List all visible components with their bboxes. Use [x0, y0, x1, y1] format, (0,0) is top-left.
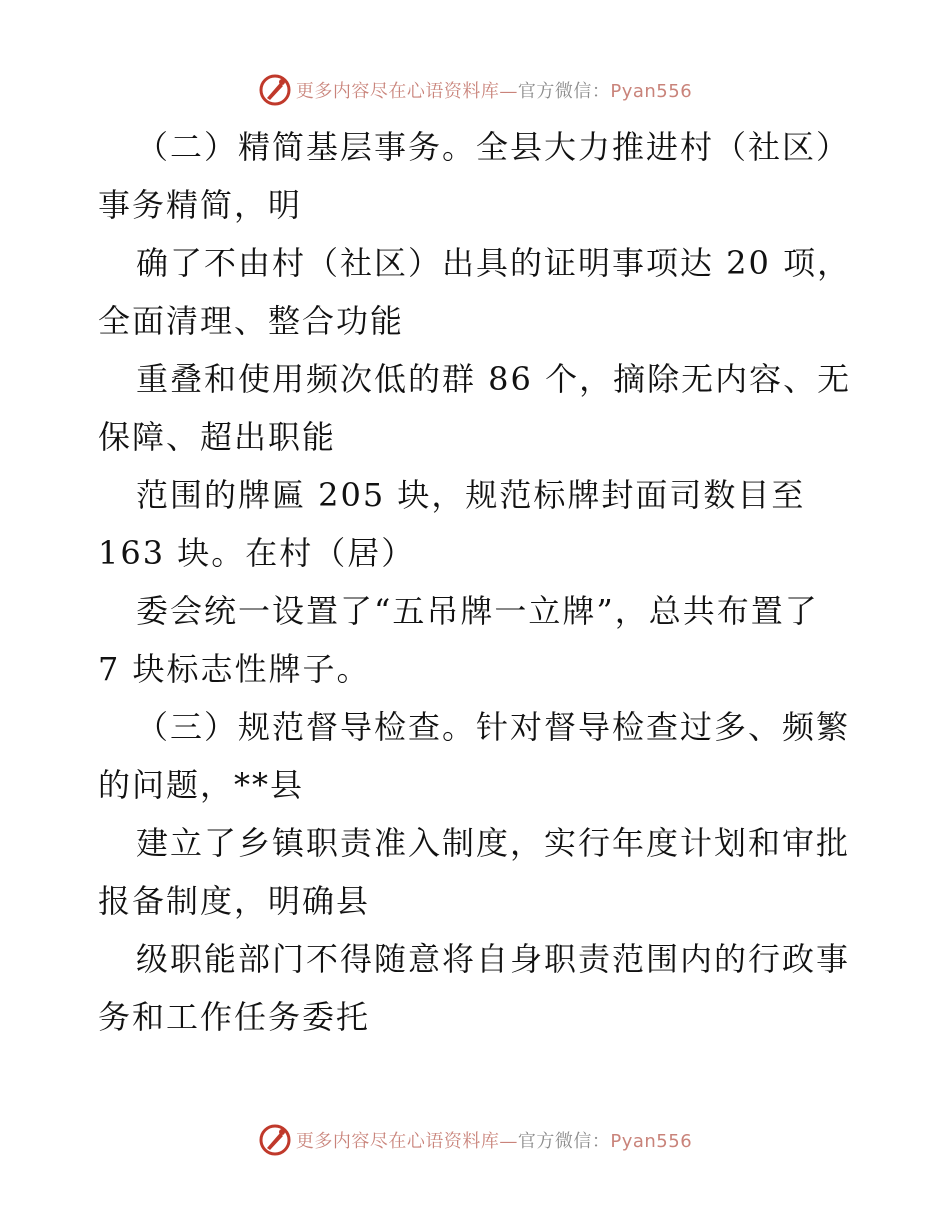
- text-line: 全面清理、整合功能: [98, 302, 405, 340]
- text-line: 7 块标志性牌子。: [98, 650, 371, 688]
- text-line: 的问题，**县: [98, 766, 305, 804]
- watermark-official: 官方微信：: [517, 1131, 611, 1152]
- watermark-dash: —: [499, 81, 518, 102]
- text-line: 务和工作任务委托: [98, 998, 371, 1036]
- text-line: （二）精简基层事务。全县大力推进村（社区）: [136, 128, 851, 166]
- watermark-id: Pyan556: [610, 1131, 693, 1152]
- text-line: 163 块。在村（居）: [98, 534, 416, 572]
- text-line: 范围的牌匾 205 块，规范标牌封面司数目至: [136, 476, 806, 514]
- text-line: 建立了乡镇职责准入制度，实行年度计划和审批: [136, 824, 851, 862]
- watermark-text: [296, 77, 692, 103]
- text-line: 保障、超出职能: [98, 418, 337, 456]
- watermark-official: 官方微信：: [517, 81, 611, 102]
- footer-watermark: [0, 1120, 950, 1160]
- watermark-main: 更多内容尽在心语资料库: [295, 81, 500, 102]
- watermark-text: [296, 1127, 692, 1153]
- pen-seal-icon: [258, 73, 292, 107]
- watermark-main: 更多内容尽在心语资料库: [295, 1131, 500, 1152]
- watermark-id: Pyan556: [610, 81, 693, 102]
- text-line: 事务精简，明: [98, 186, 303, 224]
- watermark-dash: —: [499, 1131, 518, 1152]
- text-line: 报备制度，明确县: [98, 882, 371, 920]
- text-line: （三）规范督导检查。针对督导检查过多、频繁: [136, 708, 851, 746]
- text-line: 级职能部门不得随意将自身职责范围内的行政事: [136, 940, 851, 978]
- text-line: 委会统一设置了“五吊牌一立牌”，总共布置了: [136, 592, 819, 630]
- text-line: 重叠和使用频次低的群 86 个，摘除无内容、无: [136, 360, 852, 398]
- text-line: 确了不由村（社区）出具的证明事项达 20 项，: [136, 244, 852, 282]
- pen-seal-icon: [258, 1123, 292, 1157]
- document-body: [98, 118, 858, 1046]
- header-watermark: [0, 70, 950, 110]
